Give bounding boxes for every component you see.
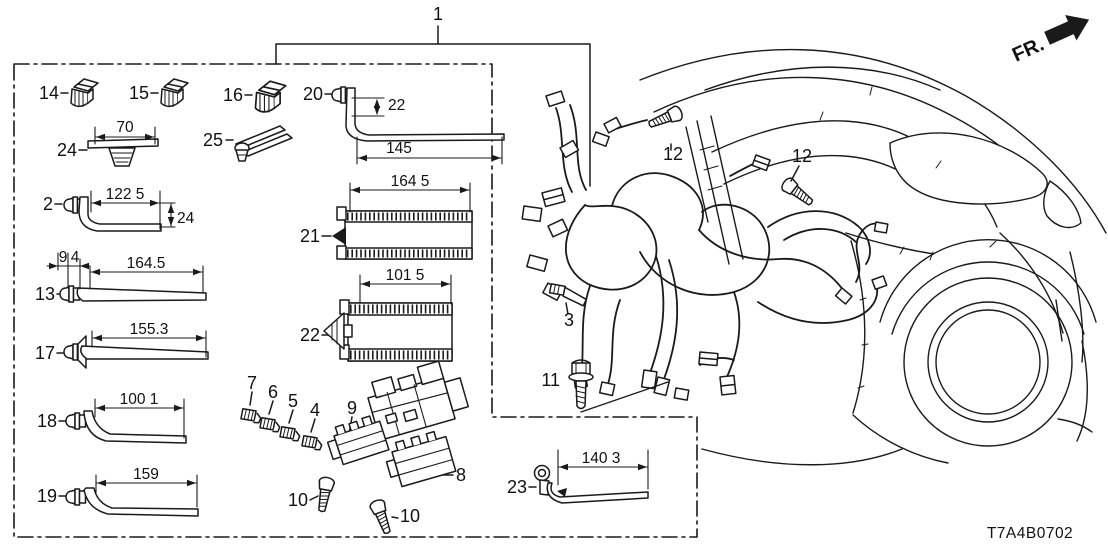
- front-wheel: [904, 278, 1072, 446]
- callout-1[interactable]: 1: [432, 4, 444, 24]
- part-22-tube: [322, 300, 452, 361]
- part-5-clip: [278, 410, 301, 444]
- callout-6[interactable]: 6: [267, 382, 279, 402]
- callout-3[interactable]: 3: [563, 310, 575, 330]
- part-13-bracket: [57, 286, 206, 302]
- dim-text-part19-length: 159: [133, 466, 159, 483]
- part-18-bracket: [59, 411, 186, 443]
- part-4-clip: [300, 419, 323, 453]
- dim-text-part13-length: 164.5: [126, 255, 166, 272]
- part-19-bracket: [59, 488, 198, 516]
- callout-20[interactable]: 20: [302, 84, 323, 104]
- part-15-clip: [151, 79, 188, 107]
- part-14-clip: [61, 79, 98, 107]
- callout-14[interactable]: 14: [38, 83, 59, 103]
- dim-text-part23-length: 140 3: [581, 450, 621, 467]
- screw-10-right: [369, 498, 398, 536]
- dim-text-part2-length: 122 5: [105, 186, 145, 203]
- callout-9[interactable]: 9: [346, 398, 358, 418]
- callout-12-right[interactable]: 12: [791, 146, 813, 166]
- part-8-connector: [382, 429, 456, 489]
- part-7-clip: [239, 392, 262, 426]
- callout-25[interactable]: 25: [202, 130, 223, 150]
- callout-16[interactable]: 16: [222, 85, 243, 105]
- car-outline: [640, 50, 1106, 465]
- callout-10-left[interactable]: 10: [287, 490, 308, 510]
- roof-line: [640, 50, 1106, 233]
- diagram-code: T7A4B0702: [986, 525, 1074, 542]
- fr-arrow-icon: [1041, 7, 1094, 51]
- dim-text-part18-length: 100 1: [119, 391, 159, 408]
- part-25-clip: [226, 126, 292, 161]
- screw-10-left: [310, 476, 335, 513]
- callout-5[interactable]: 5: [287, 391, 299, 411]
- fr-label: FR.: [1009, 33, 1048, 67]
- callout-17[interactable]: 17: [34, 343, 55, 363]
- part-6-clip: [258, 401, 281, 435]
- dim-text-part13-seg-b: 4: [70, 249, 80, 266]
- part-16-clip: [245, 81, 286, 112]
- callout-4[interactable]: 4: [309, 400, 321, 420]
- callout-8[interactable]: 8: [456, 465, 467, 485]
- dim-text-part13-seg-a: 9: [58, 249, 68, 266]
- callout-2[interactable]: 2: [42, 194, 53, 214]
- callout-10-right[interactable]: 10: [400, 506, 421, 526]
- callout-24[interactable]: 24: [56, 140, 77, 160]
- harness-drawing: [522, 91, 888, 400]
- dim-text-part17-length: 155.3: [129, 321, 169, 338]
- side-window: [890, 133, 1047, 204]
- part-9-connector: [324, 414, 389, 467]
- assembly-bracket: [276, 26, 590, 186]
- part-20-bracket: [325, 87, 504, 141]
- dim-part2-height: [161, 203, 175, 227]
- callout-7[interactable]: 7: [246, 373, 258, 393]
- callout-22[interactable]: 22: [299, 325, 320, 345]
- callout-23[interactable]: 23: [506, 477, 527, 497]
- dim-text-part24-length: 70: [116, 119, 134, 136]
- dim-text-part20-height: 22: [388, 97, 406, 114]
- callout-13[interactable]: 13: [34, 284, 55, 304]
- part-24-clip: [79, 139, 158, 166]
- dim-part20-height: [352, 98, 384, 116]
- callout-21[interactable]: 21: [299, 226, 320, 246]
- bolt-12-right: [780, 166, 816, 209]
- callout-19[interactable]: 19: [36, 486, 57, 506]
- callout-12-left[interactable]: 12: [662, 144, 684, 164]
- dim-text-part20-length: 145: [386, 140, 412, 157]
- part-21-tube: [322, 207, 472, 259]
- part-23-bracket: [529, 466, 648, 504]
- callout-11[interactable]: 11: [541, 370, 560, 390]
- dim-text-part22-length: 101 5: [385, 267, 425, 284]
- callout-18[interactable]: 18: [36, 411, 57, 431]
- dim-text-part2-height: 24: [177, 210, 195, 227]
- fr-direction-indicator: [1041, 7, 1094, 51]
- part-17-bracket: [57, 336, 208, 368]
- callout-15[interactable]: 15: [128, 83, 149, 103]
- dim-text-part21-length: 164 5: [390, 173, 430, 190]
